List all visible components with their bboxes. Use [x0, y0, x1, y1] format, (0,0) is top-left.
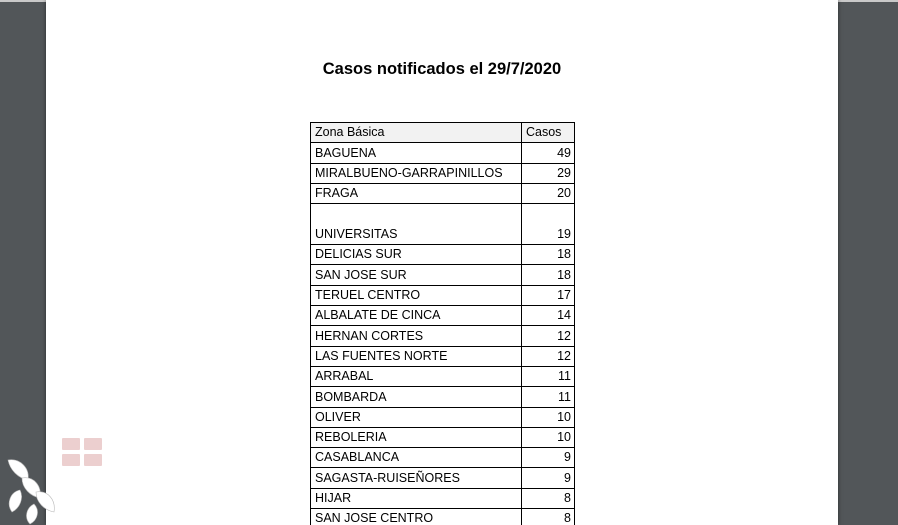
table-row [311, 387, 575, 407]
table-row [311, 346, 575, 366]
table-row [311, 407, 575, 427]
casos-cell: 11 [522, 387, 575, 407]
casos-cell: 14 [522, 306, 575, 326]
zona-cell: TERUEL CENTRO [311, 285, 522, 305]
header-casos: Casos [522, 123, 575, 143]
table-row [311, 265, 575, 285]
table-row [311, 306, 575, 326]
casos-cell: 12 [522, 346, 575, 366]
zona-cell: ALBALATE DE CINCA [311, 306, 522, 326]
table-header-row [311, 123, 575, 143]
zona-cell: ARRABAL [311, 366, 522, 386]
document-title: Casos notificados el 29/7/2020 [322, 60, 562, 78]
table-row [311, 204, 575, 245]
pdf-page [46, 0, 838, 525]
casos-cell: 19 [522, 204, 575, 245]
table-row [311, 245, 575, 265]
casos-cell: 9 [522, 468, 575, 488]
zona-cell: HIJAR [311, 488, 522, 508]
zona-cell: SAN JOSE SUR [311, 265, 522, 285]
table-row [311, 183, 575, 203]
casos-cell: 10 [522, 427, 575, 447]
header-zona-basica: Zona Básica [311, 123, 522, 143]
casos-cell: 8 [522, 488, 575, 508]
table-row [311, 468, 575, 488]
zona-cell: FRAGA [311, 183, 522, 203]
casos-cell: 9 [522, 448, 575, 468]
table-row [311, 366, 575, 386]
table-row [311, 427, 575, 447]
zona-cell: LAS FUENTES NORTE [311, 346, 522, 366]
zona-cell: REBOLERIA [311, 427, 522, 447]
casos-cell: 10 [522, 407, 575, 427]
zona-cell: BOMBARDA [311, 387, 522, 407]
table-row [311, 163, 575, 183]
zona-cell: OLIVER [311, 407, 522, 427]
zona-cell: HERNAN CORTES [311, 326, 522, 346]
casos-cell: 29 [522, 163, 575, 183]
casos-cell: 11 [522, 366, 575, 386]
zona-cell: DELICIAS SUR [311, 245, 522, 265]
table-row [311, 509, 575, 525]
casos-cell: 12 [522, 326, 575, 346]
table-row [311, 326, 575, 346]
zona-cell: BAGUENA [311, 143, 522, 163]
casos-cell: 8 [522, 509, 575, 525]
table-row [311, 448, 575, 468]
casos-cell: 17 [522, 285, 575, 305]
table-row [311, 143, 575, 163]
zona-cell: SAGASTA-RUISEÑORES [311, 468, 522, 488]
casos-cell: 49 [522, 143, 575, 163]
zona-cell: CASABLANCA [311, 448, 522, 468]
table-row [311, 285, 575, 305]
casos-cell: 18 [522, 265, 575, 285]
zona-cell: UNIVERSITAS [311, 204, 522, 245]
zona-cell: MIRALBUENO-GARRAPINILLOS [311, 163, 522, 183]
casos-cell: 20 [522, 183, 575, 203]
casos-cell: 18 [522, 245, 575, 265]
cases-table [310, 122, 575, 525]
table-row [311, 488, 575, 508]
zona-cell: SAN JOSE CENTRO [311, 509, 522, 525]
